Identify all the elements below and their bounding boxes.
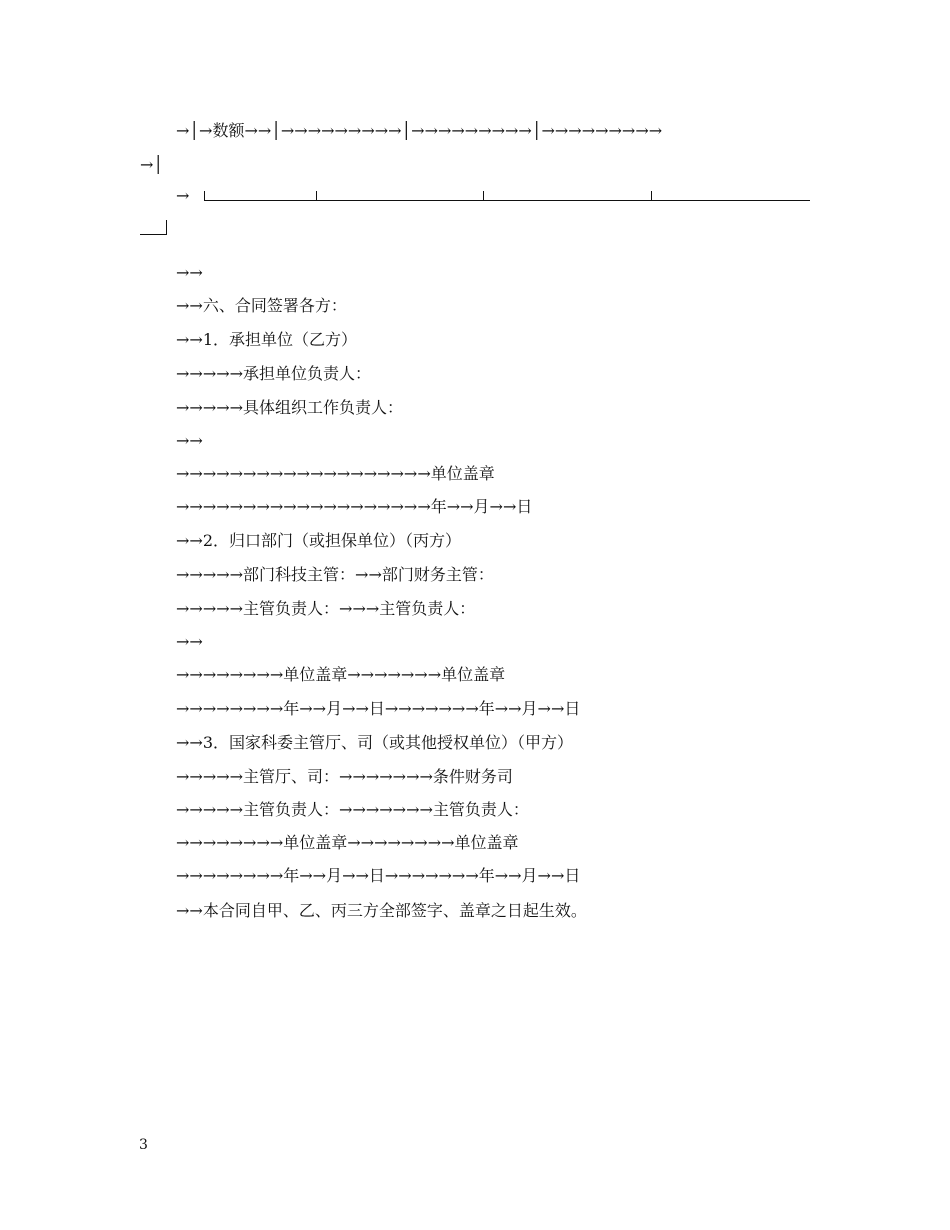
text-line: →→→→→具体组织工作负责人： <box>176 398 404 417</box>
date-line: →→→→→→→→年→→月→→日→→→→→→→年→→月→→日 <box>176 866 581 885</box>
seal-line: →→→→→→→→→→→→→→→→→→→单位盖章 <box>176 464 495 483</box>
text-line: →→→→→承担单位负责人： <box>176 364 372 383</box>
seal-line: →→→→→→→→单位盖章→→→→→→→单位盖章 <box>176 665 506 684</box>
table-row-amount-tail: →│ <box>140 155 164 174</box>
page-number: 3 <box>139 1137 148 1153</box>
party-heading-c: →→2．归口部门（或担保单位）（丙方） <box>176 531 461 550</box>
party-heading-a: →→3．国家科委主管厅、司（或其他授权单位）（甲方） <box>176 733 573 752</box>
text-line: →→→→→主管厅、司：→→→→→→→条件财务司 <box>176 767 513 786</box>
text-line: →→→→→主管负责人：→→→主管负责人： <box>176 599 476 618</box>
date-line: →→→→→→→→→→→→→→→→→→→年→→月→→日 <box>176 497 533 516</box>
table-column-tick <box>316 191 317 200</box>
effective-clause: →→本合同自甲、乙、丙三方全部签字、盖章之日起生效。 <box>176 901 587 920</box>
party-heading-b: →→1．承担单位（乙方） <box>176 330 357 349</box>
table-bottom-border <box>176 183 810 203</box>
table-bottom-corner <box>140 220 167 235</box>
date-line: →→→→→→→→年→→月→→日→→→→→→→年→→月→→日 <box>176 699 581 718</box>
table-row-amount: →│→数额→→│→→→→→→→→→│→→→→→→→→→│→→→→→→→→→ <box>176 121 663 140</box>
table-bottom-lead: → <box>176 186 190 205</box>
text-line: →→→→→主管负责人：→→→→→→→主管负责人： <box>176 800 529 819</box>
table-bottom-line <box>204 200 810 201</box>
text-line: →→ <box>176 431 203 450</box>
text-line: →→ <box>176 632 203 651</box>
seal-line: →→→→→→→→单位盖章→→→→→→→→单位盖章 <box>176 833 519 852</box>
text-line: →→→→→部门科技主管：→→部门财务主管： <box>176 565 494 584</box>
table-corner-tick <box>204 191 205 200</box>
section-heading: →→六、合同签署各方： <box>176 296 347 315</box>
text-line: →→ <box>176 263 203 282</box>
table-column-tick <box>483 191 484 200</box>
table-column-tick <box>651 191 652 200</box>
